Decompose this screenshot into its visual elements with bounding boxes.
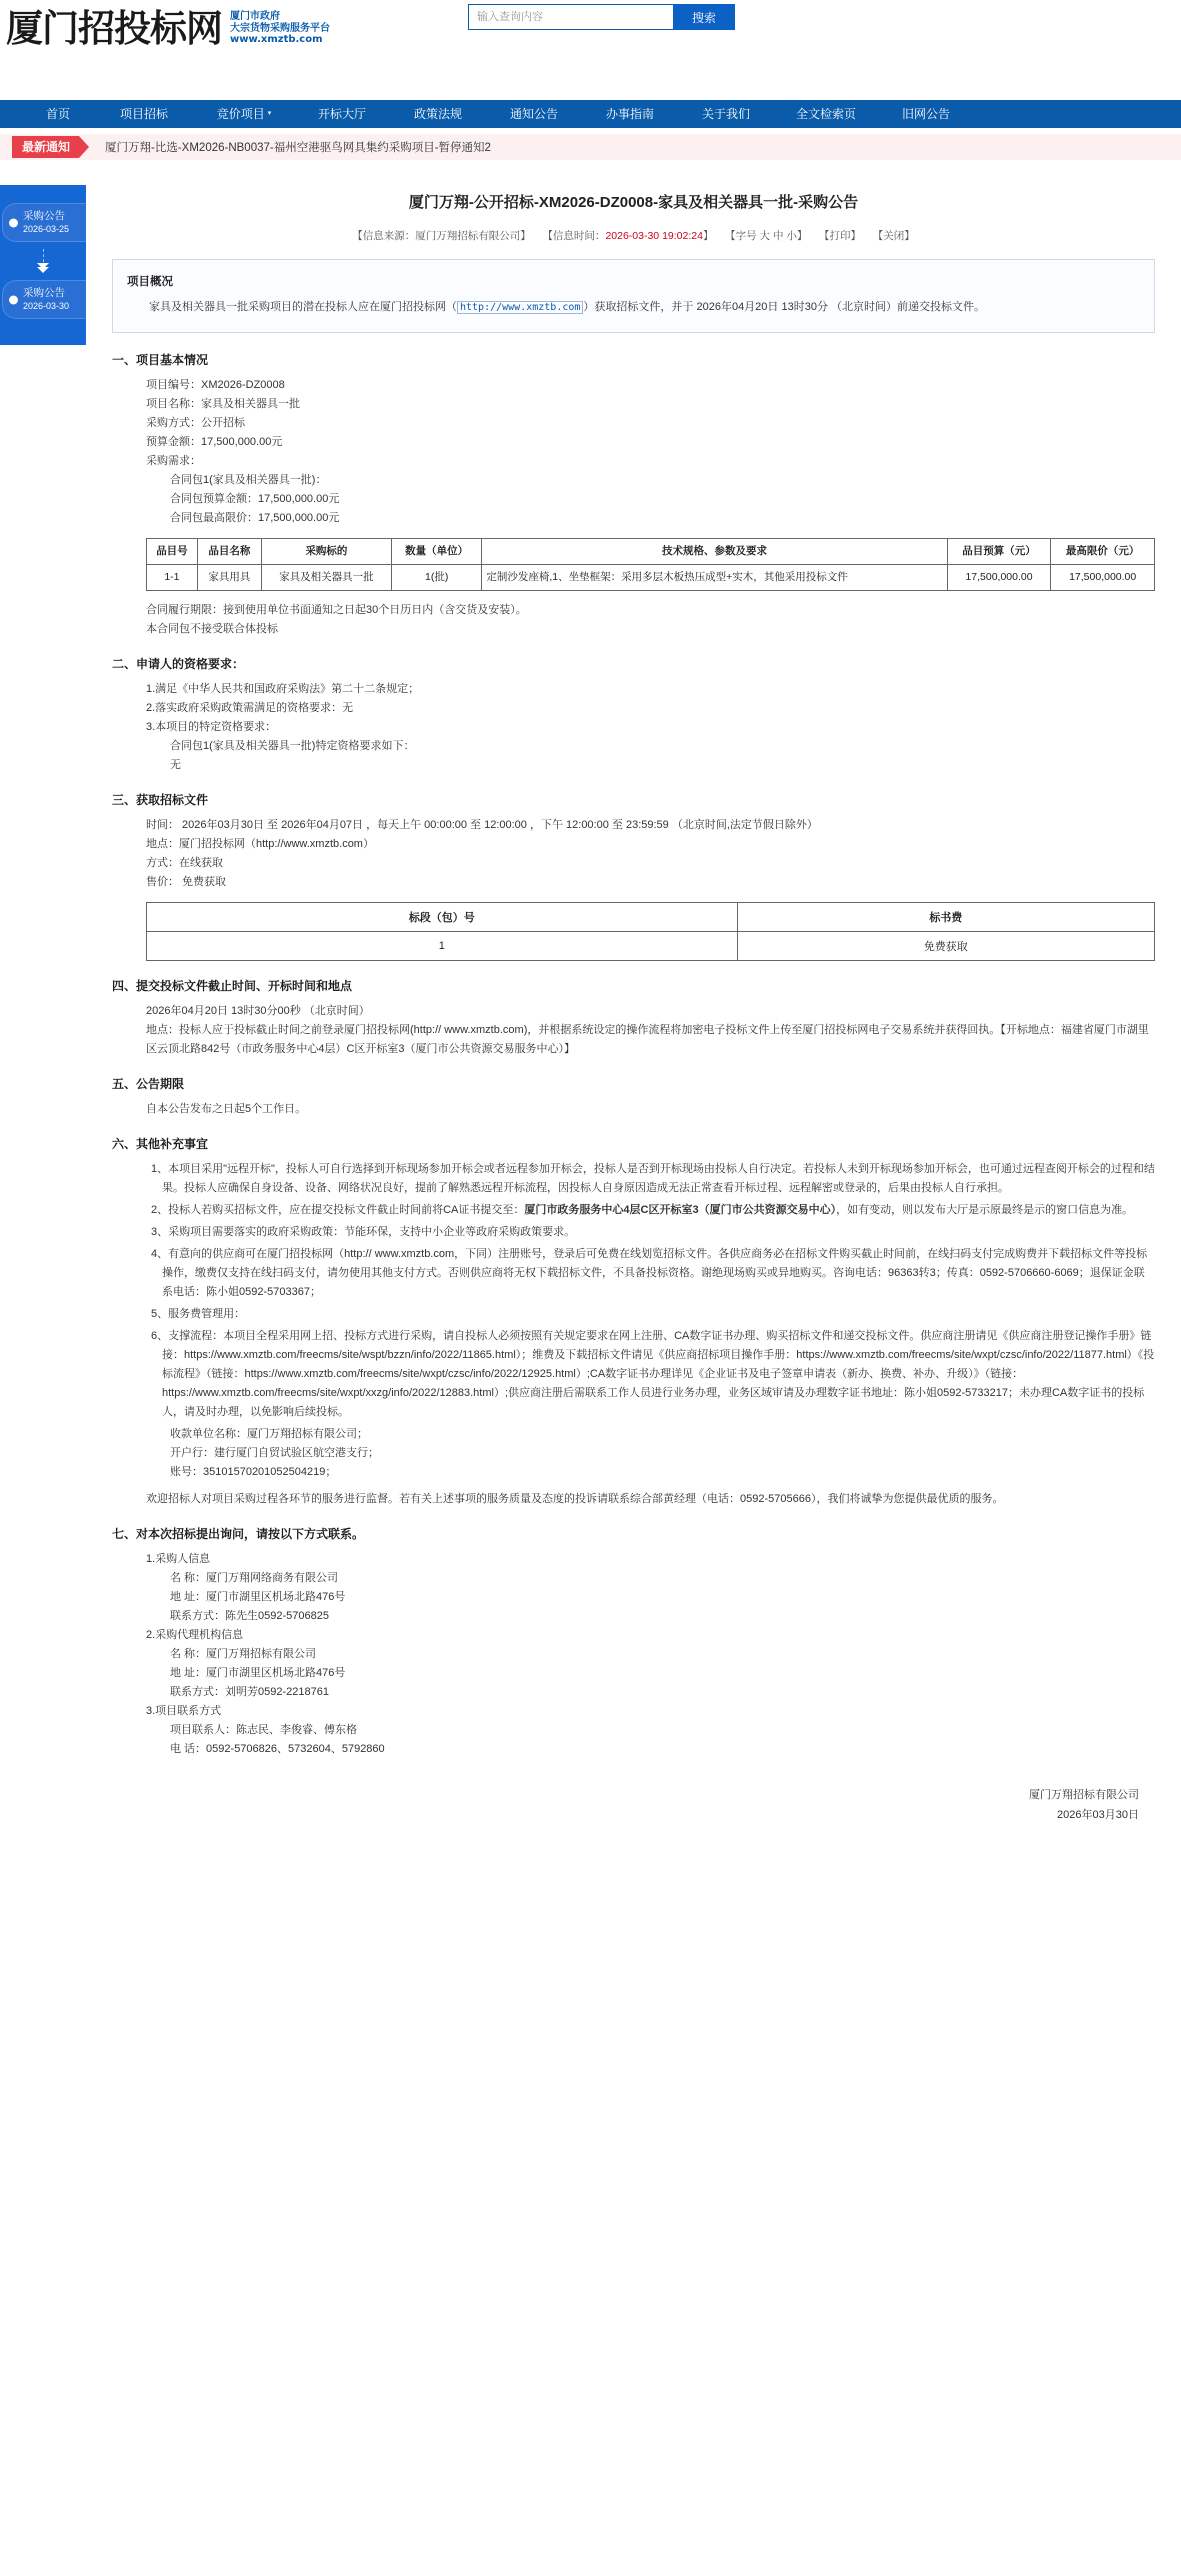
bid-col-header-0: 标段（包）号 [147, 903, 738, 932]
sec4-lines-line-0: 2026年04月20日 13时30分00秒 （北京时间） [146, 1005, 370, 1017]
nav-item-6[interactable] [582, 100, 678, 128]
bid-table-body [147, 932, 1155, 961]
logo-url: www.xmztb.com [230, 34, 323, 45]
nav-item-0[interactable] [22, 100, 94, 128]
step-dot-icon [9, 218, 18, 227]
nav-item-label: 旧网公告 [901, 107, 950, 121]
sec1-lines-line-2: 采购方式：公开招标 [146, 417, 245, 429]
sec2-items-line-1: 2.落实政府采购政策需满足的资格要求：无 [146, 702, 354, 714]
step-title: 采购公告 [23, 210, 65, 222]
nav-item-9[interactable] [878, 100, 974, 128]
content-wrapper [0, 166, 1181, 1863]
section-1-notes [112, 601, 1155, 639]
font-size-large[interactable]: 大 [759, 230, 771, 242]
sec1-after-line-1: 本合同包不接受联合体投标 [146, 623, 278, 635]
chevron-down-icon: ▾ [267, 110, 272, 118]
procurement-items-table [146, 538, 1155, 591]
nav-item-4[interactable] [390, 100, 486, 128]
overview-text-part1: 家具及相关器具一批采购项目的潜在投标人应在厦门招投标网（ [149, 301, 457, 313]
items-col-header-4: 技术规格、参数及要求 [482, 539, 947, 565]
article-body [86, 166, 1181, 1863]
item-text: 2、投标人若购买招标文件，应在提交投标文件截止时间前将CA证书提交至： [151, 1204, 525, 1216]
overview-text [127, 297, 1140, 318]
items-cell-1: 家具用具 [197, 565, 261, 591]
sec1-lines-line-3: 预算金额：17,500,000.00元 [146, 436, 283, 448]
ticker-link[interactable]: 厦门万翔-比选-XM2026-NB0037-福州空港驱鸟网具集约采购项目-暂停通知2 [105, 142, 491, 154]
section-2-subitems [112, 737, 1155, 775]
logo-subtitle-line1: 厦门市政府 [230, 11, 280, 22]
sec3-lines-line-3: 售价： 免费获取 [146, 876, 227, 888]
nav-item-label: 政策法规 [413, 107, 462, 121]
table-body [147, 565, 1155, 591]
item-text-tail: ，如有变动，则以发布大厅是示原最终是示的窗口信息为准。 [836, 1204, 1134, 1216]
search-bar [468, 4, 735, 30]
logo-subtitle [230, 8, 330, 46]
contact-line-2-0: 项目联系人：陈志民、李俊睿、傅东格 [170, 1724, 357, 1736]
contact-line-1-1: 地 址：厦门市湖里区机场北路476号 [170, 1667, 346, 1679]
site-header [0, 0, 1181, 100]
section-6-item-1 [151, 1201, 1155, 1220]
sidebar-arrow-connector [37, 249, 49, 273]
payment-info [112, 1425, 1155, 1482]
items-col-header-0: 品目号 [147, 539, 198, 565]
contact-group-title-0: 1.采购人信息 [146, 1553, 211, 1565]
items-col-header-6: 最高限价（元） [1051, 539, 1155, 565]
section-2-items [112, 680, 1155, 737]
sec1-lines-line-0: 项目编号：XM2026-DZ0008 [146, 379, 285, 391]
section-3-lines [112, 816, 1155, 892]
nav-item-5[interactable] [486, 100, 582, 128]
meta-source-label: 【信息来源： [352, 230, 416, 242]
contact-line-0-1: 地 址：厦门市湖里区机场北路476号 [170, 1591, 346, 1603]
section-6-closing: 欢迎招标人对项目采购过程各环节的服务进行监督。若有关上述事项的服务质量及态度的投诉请联系综合部黄经理（电话：0592-5705666），我们将诚挚为您提供最优质的服务。 [146, 1493, 1004, 1505]
sec2-subitems-line-1: 无 [170, 759, 181, 771]
sec4-lines-line-1: 地点：投标人应于投标截止时间之前登录厦门招投标网(http:// www.xmztb.com)，并根据系统设定的操作流程将加密电子投标文件上传至厦门招投标网电子交易系统并获得回执。【开标地点：福建省厦门市湖里区云顶北路842号（市政务服务中心4层）C区开标室3（厦门市公共资源交易服务中心）】 [146, 1024, 1149, 1055]
overview-text-part2: ）获取招标文件，并于 2026年04月20日 13时30分 （北京时间）前递交投标文件。 [583, 301, 986, 313]
contact-line-0-2: 联系方式：陈先生0592-5706825 [170, 1610, 329, 1622]
items-col-header-5: 品目预算（元） [947, 539, 1051, 565]
nav-item-2[interactable] [194, 100, 294, 129]
meta-source-value: 厦门万翔招标有限公司 [415, 230, 521, 242]
step-title: 采购公告 [23, 287, 65, 299]
contact-groups [112, 1550, 1155, 1759]
nav-item-label: 关于我们 [701, 107, 750, 121]
sec1-sublines-line-2: 合同包最高限价：17,500,000.00元 [170, 512, 340, 524]
project-overview-box [112, 259, 1155, 333]
bid-cell-0: 1 [147, 932, 738, 961]
step-date: 2026-03-30 [23, 301, 70, 311]
items-col-header-2: 采购标的 [261, 539, 391, 565]
step-date: 2026-03-25 [23, 224, 70, 234]
site-logo[interactable] [0, 8, 330, 50]
table-row [147, 565, 1155, 591]
contact-line-1-2: 联系方式：刘明芳0592-2218761 [170, 1686, 329, 1698]
search-input[interactable] [468, 4, 673, 30]
sec1-sublines-line-0: 合同包1(家具及相关器具一批)： [170, 474, 327, 486]
table-row [147, 932, 1155, 961]
logo-text: 厦门招投标网 [6, 7, 222, 50]
portal-link[interactable]: http://www.xmztb.com [457, 301, 583, 314]
meta-font-end: 】 [796, 230, 808, 242]
ticker-badge: 最新通知 [12, 136, 79, 158]
section-6-item-4: 5、服务费管理用： [151, 1308, 246, 1320]
dashed-line [43, 249, 44, 262]
sec2-items-line-0: 1.满足《中华人民共和国政府采购法》第二十二条规定； [146, 683, 420, 695]
sec6-pay-line-0: 收款单位名称：厦门万翔招标有限公司； [170, 1428, 368, 1440]
nav-item-label: 全文检索页 [795, 107, 856, 121]
section-5-lines [112, 1100, 1155, 1119]
overview-heading: 项目概况 [127, 276, 173, 288]
sec2-subitems-line-0: 合同包1(家具及相关器具一批)特定资格要求如下： [170, 740, 415, 752]
nav-item-1[interactable] [94, 100, 194, 128]
sec1-lines-line-1: 项目名称：家具及相关器具一批 [146, 398, 300, 410]
meta-time-end: 】 [702, 230, 714, 242]
items-col-header-3: 数量（单位） [391, 539, 481, 565]
contact-group-title-2: 3.项目联系方式 [146, 1705, 222, 1717]
sec3-lines-line-2: 方式：在线获取 [146, 857, 223, 869]
arrow-down-icon-2 [37, 267, 49, 273]
section-1-sublines [112, 471, 1155, 528]
sec6-pay-line-1: 开户行：建行厦门自贸试验区航空港支行； [170, 1447, 379, 1459]
sec2-items-line-2: 3.本项目的特定资格要求： [146, 721, 277, 733]
section-6-item-5: 6、支撑流程：本项目全程采用网上招、投标方式进行采购，请自投标人必须按照有关规定要求在网上注册、CA数字证书办理、购买招标文件和递交投标文件。供应商注册请见《供应商注册登记操作手册》链接：https://www.xmztb.com/freecms/site/wspt/bzzn/info/2022/11865.html）；维费及下载招标文件请见《供应商招标项目操作手册：https://www.xmztb.com/freecms/site/wxpt/czsc/info/2022/11877.html）《投标流程》（链接：https://www.xmztb.com/freecms/site/wxpt/czsc/info/2022/12925.html）;CA数字证书办理详见《企业证书及电子签章申请表（新办、换费、补办、升级）》（链接：https://www.xmztb.com/freecms/site/wxpt/xxzg/info/2022/12883.html）;供应商注册后需联系工作人员进行业务办理，业务区域审请及办理数字证书地址：陈小姐0592-5733217；未办理CA数字证书的投标人，请及时办理，以免影响后续投标。 [151, 1330, 1155, 1418]
signature-date: 2026年03月30日 [1057, 1809, 1139, 1821]
meta-font-label: 【字号 [725, 230, 757, 242]
items-cell-0: 1-1 [147, 565, 198, 591]
contact-line-1-0: 名 称：厦门万翔招标有限公司 [170, 1648, 317, 1660]
sidebar-step-0[interactable] [2, 203, 86, 242]
section-6-heading: 六、其他补充事宜 [112, 1137, 209, 1151]
sec5-lines-line-0: 自本公告发布之日起5个工作日。 [146, 1103, 307, 1115]
logo-subtitle-line2: 大宗货物采购服务平台 [230, 22, 330, 34]
sidebar-step-1[interactable] [2, 280, 86, 319]
section-1-heading: 一、项目基本情况 [112, 353, 209, 367]
nav-item-label: 办事指南 [605, 107, 654, 121]
items-cell-3: 1(批) [391, 565, 481, 591]
meta-time-label: 【信息时间： [542, 230, 606, 242]
contact-line-2-1: 电 话：0592-5706826、5732604、5792860 [170, 1743, 385, 1755]
nav-item-label: 通知公告 [509, 107, 558, 121]
sec1-after-line-0: 合同履行期限：接到使用单位书面通知之日起30个日历日内（含交货及安装）。 [146, 604, 527, 616]
meta-source-end: 】 [520, 230, 531, 242]
section-4-lines [112, 1002, 1155, 1059]
font-size-small[interactable]: 小 [786, 230, 797, 242]
sec6-pay-line-2: 账号：35101570201052504219； [170, 1466, 337, 1478]
nav-item-8[interactable] [774, 100, 878, 128]
cert-submit-location: 厦门市政务服务中心4层C区开标室3（厦门市公共资源交易中心） [524, 1204, 837, 1216]
items-cell-5: 17,500,000.00 [947, 565, 1051, 591]
nav-item-label: 项目招标 [119, 107, 168, 121]
section-7-heading: 七、对本次招标提出询问，请按以下方式联系。 [112, 1527, 365, 1541]
page-title: 厦门万翔-公开招标-XM2026-DZ0008-家具及相关器具一批-采购公告 [408, 194, 859, 211]
nav-item-3[interactable] [294, 100, 390, 128]
nav-item-label: 竞价项目 [216, 106, 265, 121]
items-cell-6: 17,500,000.00 [1051, 565, 1155, 591]
sec1-lines-line-4: 采购需求： [146, 455, 201, 467]
main-navigation [0, 100, 1181, 128]
bid-col-header-1: 标书费 [737, 903, 1154, 932]
items-cell-4: 定制沙发座椅,1、坐垫框架：采用多层木板热压成型+实木，其他采用投标文件 [482, 565, 947, 591]
section-4-heading: 四、提交投标文件截止时间、开标时间和地点 [112, 979, 353, 993]
nav-item-label: 首页 [45, 107, 70, 121]
table-header-row [147, 539, 1155, 565]
search-button[interactable]: 搜索 [673, 4, 735, 30]
font-size-medium[interactable]: 中 [772, 230, 784, 242]
items-cell-2: 家具及相关器具一批 [261, 565, 391, 591]
document-meta [112, 228, 1155, 243]
nav-item-7[interactable] [678, 100, 774, 128]
section-6-item-3: 4、有意向的供应商可在厦门招投标网（http:// www.xmztb.com，下同）注册账号，登录后可免费在线划览招标文件。各供应商务必在招标文件购买截止时间前，在线扫码支付完成购费并下载招标文件等投标操作，缴费仅支持在线扫码支付，请勿使用其他支付方式。否则供应商将无权下载招标文件，不具备投标资格。谢绝现场购买或异地购买。咨询电话：96363转3；传真：0592-5706660-6069；退保证金联系电话：陈小姐0592-5703367； [151, 1248, 1148, 1298]
section-1-lines [112, 376, 1155, 471]
contact-line-0-0: 名 称：厦门万翔网络商务有限公司 [170, 1572, 339, 1584]
nav-item-label: 开标大厅 [317, 107, 366, 121]
process-sidebar [0, 185, 86, 345]
notice-ticker [0, 134, 1181, 160]
section-2-heading: 二、申请人的资格要求： [112, 657, 245, 671]
bid-fee-table [146, 902, 1155, 961]
contact-group-title-1: 2.采购代理机构信息 [146, 1629, 244, 1641]
step-dot-icon [9, 295, 18, 304]
section-6-item-2: 3、采购项目需要落实的政府采购政策：节能环保，支持中小企业等政府采购政策要求。 [151, 1226, 576, 1238]
sec1-sublines-line-1: 合同包预算金额：17,500,000.00元 [170, 493, 340, 505]
signature-company: 厦门万翔招标有限公司 [1029, 1789, 1139, 1801]
document-signature [112, 1785, 1139, 1825]
sec3-lines-line-1: 地点：厦门招投标网（http://www.xmztb.com） [146, 838, 374, 850]
section-6-items [146, 1160, 1155, 1422]
meta-time-value: 2026-03-30 19:02:24 [605, 230, 703, 242]
section-6-item-0: 1、本项目采用"远程开标"，投标人可自行选择到开标现场参加开标会或者远程参加开标会，投标人是否到开标现场由投标人自行决定。若投标人未到开标现场参加开标会，也可通过远程查阅开标会的过程和结果。投标人应确保自身设备、设备、网络状况良好，提前了解熟悉远程开标流程，因投标人自身原因造成无法正常查看开标过程、远程解密或登录的，后果由投标人自行承担。 [151, 1163, 1155, 1194]
section-5-heading: 五、公告期限 [112, 1077, 185, 1091]
sec3-lines-line-0: 时间： 2026年03月30日 至 2026年04月07日 ，每天上午 00:00:00 至 12:00:00 ，下午 12:00:00 至 23:59:59 （北京时间,法定节假日除外） [146, 819, 818, 831]
section-3-heading: 三、获取招标文件 [112, 793, 209, 807]
bid-table-header-row [147, 903, 1155, 932]
bid-cell-1: 免费获取 [737, 932, 1154, 961]
close-button[interactable]: 【关闭】 [872, 230, 915, 242]
print-button[interactable]: 【打印】 [819, 230, 862, 242]
items-col-header-1: 品目名称 [197, 539, 261, 565]
